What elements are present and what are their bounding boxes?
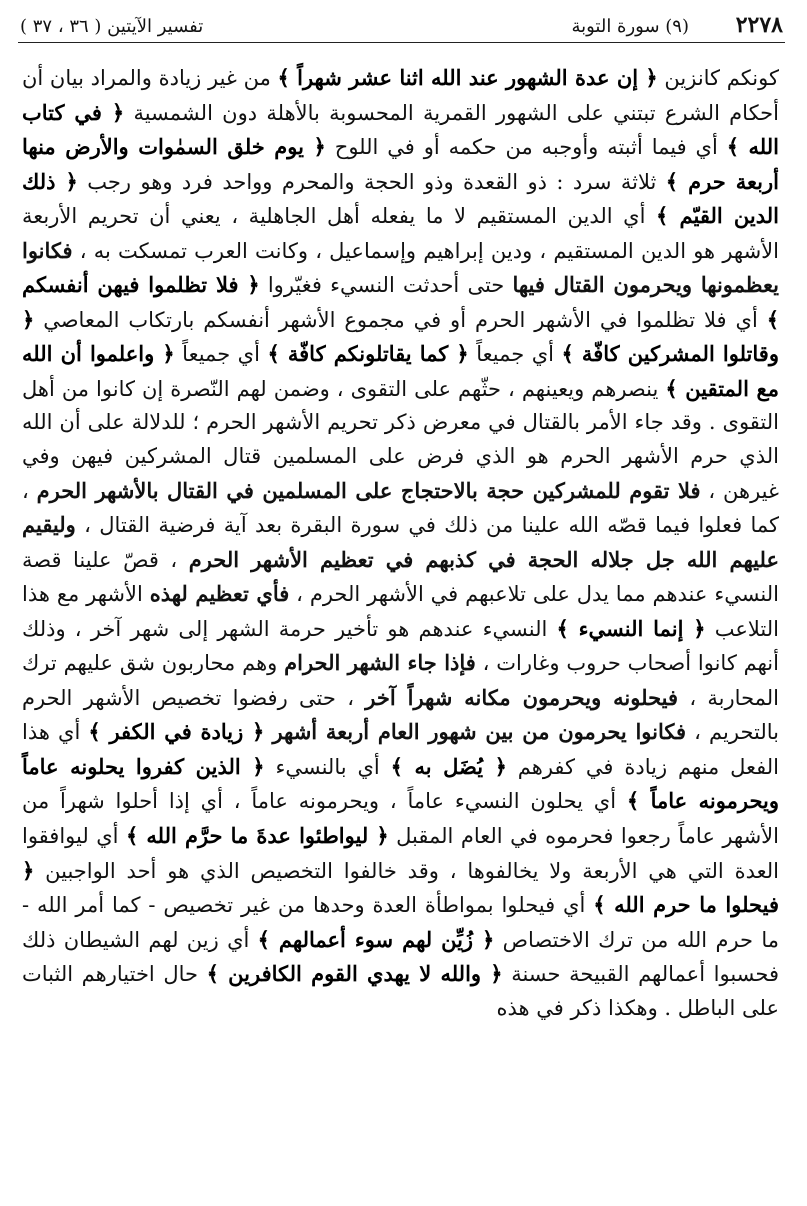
bold-phrase: فكانوا يعظمونها ويحرمون القتال فيها — [22, 237, 779, 298]
quran-quote: ﴿ إن عدة الشهور عند الله اثنا عشر شهراً ﴾ — [277, 65, 658, 90]
quran-quote: ﴿ زيادة في الكفر ﴾ — [88, 719, 265, 745]
commentary-text: من غير زيادة والمراد بيان أن أحكام الشرع تبتني على الشهور القمرية المحسوبة بالأهلة دون الشمسية — [22, 66, 779, 125]
commentary-text: أي هذا الفعل منهم زيادة في كفرهم — [22, 720, 780, 779]
commentary-text: أي فلا تظلموا في الأشهر الحرم أو في مجموع الأشهر أنفسكم بارتكاب المعاصي — [34, 307, 767, 332]
bold-phrase: وليقيم عليهم الله جل جلاله الحجة في كذبهم في تعظيم الأشهر الحرم — [22, 512, 779, 572]
quran-quote: ﴿ ذلك الدين القيّم ﴾ — [22, 168, 779, 229]
bold-phrase: فإذا جاء الشهر الحرام — [284, 650, 476, 676]
quran-quote: ﴿ إنما النسيء ﴾ — [556, 615, 706, 641]
quran-quote: ﴿ وقاتلوا المشركين كافّة ﴾ — [22, 306, 779, 367]
quran-quote: ﴿ زُيِّن لهم سوء أعمالهم ﴾ — [257, 926, 495, 952]
page-header — [18, 8, 785, 43]
commentary-text: ، قصّ علينا قصة النسيء عندهم مما يدل على تلاعبهم في الأشهر الحرم ، — [22, 547, 780, 607]
quran-quote: ﴿ يُضَل به ﴾ — [390, 753, 507, 779]
quran-quote: ﴿ الذين كفروا يحلونه عاماً ويحرمونه عاماً ﴾ — [22, 753, 779, 814]
ayat-title: تفسير الآيتين ( ٣٦ ، ٣٧ ) — [20, 16, 204, 37]
commentary-text: أي فيما أثبته وأوجبه من حكمه أو في اللوح — [325, 135, 727, 160]
quran-quote: ﴿ فيحلوا ما حرم الله ﴾ — [22, 857, 779, 918]
bold-phrase: فيحلونه ويحرمون مكانه شهراً آخر — [365, 684, 679, 710]
commentary-text: أي يحلون النسيء عاماً ، ويحرمونه عاماً ، أي إذا أحلوا شهراً من الأشهر عاماً رجعوا فحرموه في العام المقبل — [22, 789, 779, 849]
commentary-text: ينصرهم ويعينهم ، حثّهم على التقوى ، وضمن لهم النّصرة إن كانوا من أهل التقوى . وقد جاء الأمر بالقتال في معرض ذكر تحريم الأشهر الحرم ؛ للدلالة على أن الله الذي حرم الأشهر الحرم هو الذي فرض على المسلمين قتال المشركين فيهن وفي غيرهن ، — [22, 376, 779, 503]
tafsir-paragraph — [22, 61, 779, 1025]
commentary-text: وهم محاربون شق عليهم ترك المحاربة ، — [22, 651, 779, 710]
quran-quote: ﴿ والله لا يهدي القوم الكافرين ﴾ — [206, 961, 503, 987]
quran-quote: ﴿ كما يقاتلونكم كافّة ﴾ — [267, 341, 469, 367]
surah-title: (٩) سورة التوبة — [571, 16, 689, 37]
page-number: ٢٢٧٨ — [735, 12, 783, 38]
commentary-text: النسيء عندهم هو تأخير حرمة الشهر إلى شهر آخر ، وذلك أنهم كانوا أصحاب حروب وغارات ، — [22, 616, 779, 676]
quran-quote: ﴿ واعلموا أن الله مع المتقين ﴾ — [22, 341, 779, 401]
commentary-text: أي جميعاً — [468, 342, 562, 367]
commentary-text: ، كما فعلوا فيما قصّه الله علينا من ذلك في سورة البقرة بعد آية فرضية القتال ، — [22, 478, 779, 538]
commentary-text: أي بالنسيء — [264, 754, 391, 779]
bold-phrase: فأي تعظيم لهذه — [149, 581, 290, 607]
quran-quote: ﴿ ليواطئوا عدةَ ما حرَّم الله ﴾ — [126, 823, 389, 849]
commentary-text: أي ليوافقوا العدة التي هي الأربعة ولا يخالفوها ، وقد خالفوا التخصيص الذي هو أحد الواجبين — [22, 824, 779, 883]
quran-quote: ﴿ في كتاب الله ﴾ — [22, 99, 779, 160]
bold-phrase: فكانوا يحرمون من بين شهور العام أربعة أشهر — [272, 719, 687, 745]
commentary-text: أي فيحلوا بمواطأة العدة وحدها من غير تخصيص - كما أمر الله - ما حرم الله من ترك الاختصاص — [22, 893, 779, 952]
quran-quote: ﴿ فلا تظلموا فيهن أنفسكم ﴾ — [22, 272, 779, 332]
commentary-text: حال اختيارهم الثبات على الباطل . وهكذا ذكر في هذه — [22, 962, 779, 1020]
commentary-text: ، حتى رفضوا تخصيص الأشهر الحرم بالتحريم ، — [22, 685, 779, 745]
quran-quote: ﴿ يوم خلق السمٰوات والأرض منها أربعة حرم ﴾ — [22, 134, 779, 194]
commentary-text: كونكم كانزين — [657, 66, 780, 90]
commentary-text: حتى أحدثت النسيء فغيّروا — [259, 273, 513, 298]
tafsir-text — [18, 61, 785, 1025]
bold-phrase: فلا تقوم للمشركين حجة بالاحتجاج على المسلمين في القتال بالأشهر الحرم — [36, 477, 701, 503]
commentary-text: أي زين لهم الشيطان ذلك فحسبوا أعمالهم القبيحة حسنة — [22, 927, 779, 987]
commentary-text: الأشهر مع هذا التلاعب — [22, 582, 779, 641]
commentary-text: ثلاثة سرد : ذو القعدة وذو الحجة والمحرم وواحد فرد وهو رجب — [77, 169, 666, 194]
commentary-text: أي جميعاً — [174, 342, 268, 367]
commentary-text: أي الدين المستقيم لا ما يفعله أهل الجاهلية ، يعني أن تحريم الأربعة الأشهر هو الدين المستقيم ، ودين إبراهيم وإسماعيل ، وكانت العرب تمسكت به ، — [22, 204, 779, 263]
